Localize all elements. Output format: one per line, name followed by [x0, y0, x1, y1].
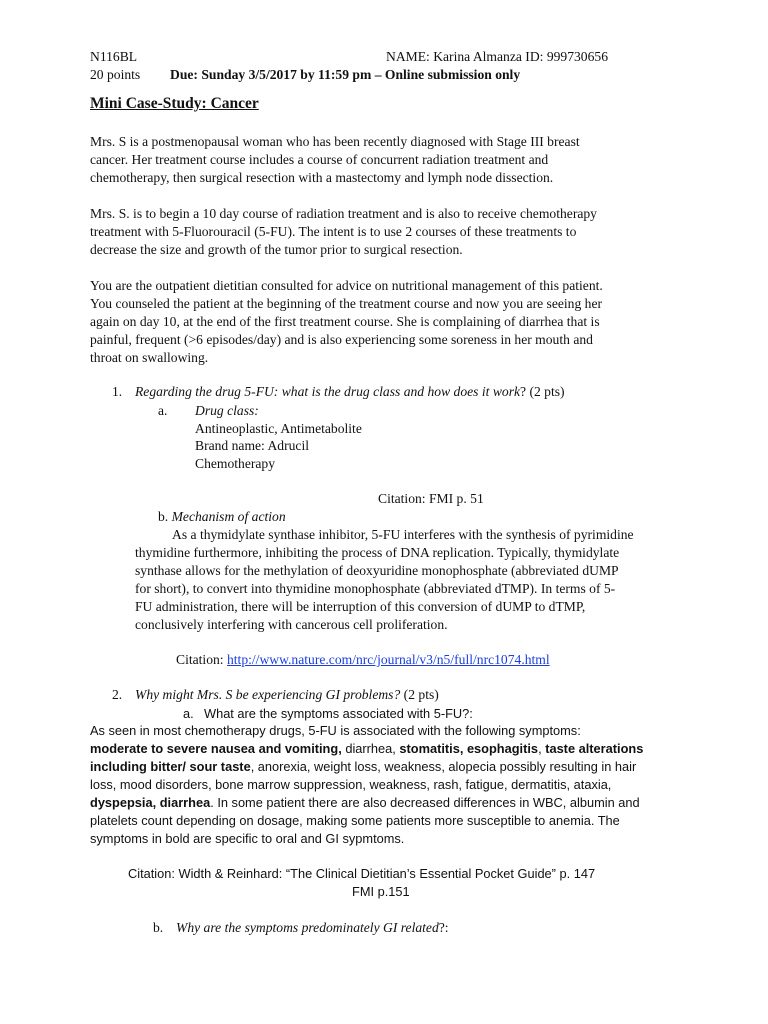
paragraph-line: FU administration, there will be interruption of this conversion of dUMP to dTMP,	[135, 599, 586, 614]
question-2-number: 2.	[112, 687, 123, 702]
page-title: Mini Case-Study: Cancer	[90, 95, 259, 112]
paragraph-line: Mrs. S. is to begin a 10 day course of radiation treatment and is also to receive chemotherapy	[90, 206, 597, 221]
course-code: N116BL	[90, 49, 138, 64]
paragraph-line: Mrs. S is a postmenopausal woman who has been recently diagnosed with Stage III breast	[90, 134, 580, 149]
gi-question	[176, 919, 449, 937]
brand-name-line: Brand name: Adrucil	[195, 438, 310, 453]
paragraph-line	[90, 794, 640, 812]
bold-symptom: moderate to severe nausea and vomiting,	[90, 741, 342, 756]
paragraph-line: painful, frequent (>6 episodes/day) and is also experiencing some soreness in her mouth and	[90, 332, 593, 347]
paragraph-line: synthase allows for the methylation of deoxyuridine monophosphate (abbreviated dUMP	[135, 563, 619, 578]
paragraph-line: for short), to convert into thymidine monophosphate (abbreviated dTMP). In terms of 5-	[135, 581, 616, 596]
q2-a-label: a.	[183, 706, 194, 721]
paragraph-line: As seen in most chemotherapy drugs, 5-FU is associated with the following symptoms:	[90, 723, 581, 738]
paragraph-line: conclusively interfering with cancerous cell proliferation.	[135, 617, 448, 632]
paragraph-line: You are the outpatient dietitian consulted for advice on nutritional management of this patient.	[90, 278, 603, 293]
question-2-label: Why might Mrs. S be experiencing GI problems?	[135, 687, 401, 702]
citation-fmi-51: Citation: FMI p. 51	[378, 491, 484, 506]
paragraph-line: again on day 10, at the end of the first treatment course. She is complaining of diarrhea that is	[90, 314, 600, 329]
symptom-text: . In some patient there are also decreased differences in WBC, albumin and	[210, 795, 640, 810]
bold-symptom: taste alterations	[545, 741, 644, 756]
q1-b-label: b.	[158, 509, 169, 524]
symptom-text: diarrhea,	[341, 741, 400, 756]
bold-symptom: stomatitis, esophagitis	[399, 741, 539, 756]
question-1-label: Regarding the drug 5-FU: what is the drug class and how does it work	[135, 384, 521, 399]
drug-class-heading: Drug class:	[195, 403, 259, 418]
symptom-text: , anorexia, weight loss, weakness, alopecia possibly resulting in hair	[250, 759, 637, 774]
question-1-text	[135, 383, 565, 401]
q2-b-label: b.	[153, 920, 164, 935]
paragraph-line: You counseled the patient at the beginning of the treatment course and now you are seeing her	[90, 296, 603, 311]
citation-prefix: Citation:	[176, 652, 227, 667]
paragraph-line	[90, 740, 643, 758]
due-date: Due: Sunday 3/5/2017 by 11:59 pm – Online submission only	[170, 67, 521, 82]
symptoms-question: What are the symptoms associated with 5-FU?:	[204, 706, 473, 721]
paragraph-line: treatment with 5-Fluorouracil (5-FU). The intent is to use 2 courses of these treatments to	[90, 224, 577, 239]
drug-class-line: Antineoplastic, Antimetabolite	[195, 421, 362, 436]
nature-link[interactable]: http://www.nature.com/nrc/journal/v3/n5/full/nrc1074.html	[226, 652, 550, 667]
paragraph-line: As a thymidylate synthase inhibitor, 5-FU interferes with the synthesis of pyrimidine	[172, 527, 634, 542]
mechanism-title: Mechanism of action	[171, 509, 286, 524]
paragraph-line: decrease the size and growth of the tumor prior to surgical resection.	[90, 242, 463, 257]
citation-pocket-guide: Citation: Width & Reinhard: “The Clinical Dietitian’s Essential Pocket Guide” p. 147	[128, 866, 596, 881]
drug-category-line: Chemotherapy	[195, 456, 276, 471]
paragraph-line: loss, mood disorders, bone marrow suppression, weakness, rash, fatigue, dermatitis, ataxia,	[90, 777, 612, 792]
question-1-points: ? (2 pts)	[520, 384, 565, 399]
paragraph-line: chemotherapy, then surgical resection with a mastectomy and lymph node dissection.	[90, 170, 554, 185]
question-2-points: (2 pts)	[400, 687, 439, 702]
paragraph-line: cancer. Her treatment course includes a course of concurrent radiation treatment and	[90, 152, 549, 167]
question-1-number: 1.	[112, 384, 123, 399]
paragraph-line: throat on swallowing.	[90, 350, 209, 365]
bold-symptom: dyspepsia, diarrhea	[90, 795, 211, 810]
paragraph-line: thymidine furthermore, inhibiting the process of DNA replication. Typically, thymidylate	[135, 545, 620, 560]
gi-question-text: Why are the symptoms predominately GI related	[176, 920, 439, 935]
paragraph-line: platelets count depending on dosage, making some patients more susceptible to anemia. The	[90, 813, 620, 828]
points-value: 20 points	[90, 67, 141, 82]
paragraph-line: symptoms in bold are specific to oral and GI sypmtoms.	[90, 831, 405, 846]
mechanism-heading	[158, 508, 286, 526]
bold-symptom: including bitter/ sour taste	[90, 759, 251, 774]
citation-fmi-151: FMI p.151	[352, 884, 410, 899]
q1-a-label: a.	[158, 403, 168, 418]
symptom-text: ,	[538, 741, 546, 756]
student-name-id: NAME: Karina Almanza ID: 999730656	[386, 49, 608, 64]
citation-nature	[176, 651, 550, 669]
gi-question-end: ?:	[438, 920, 449, 935]
question-2-text	[135, 686, 439, 704]
paragraph-line	[90, 758, 636, 776]
